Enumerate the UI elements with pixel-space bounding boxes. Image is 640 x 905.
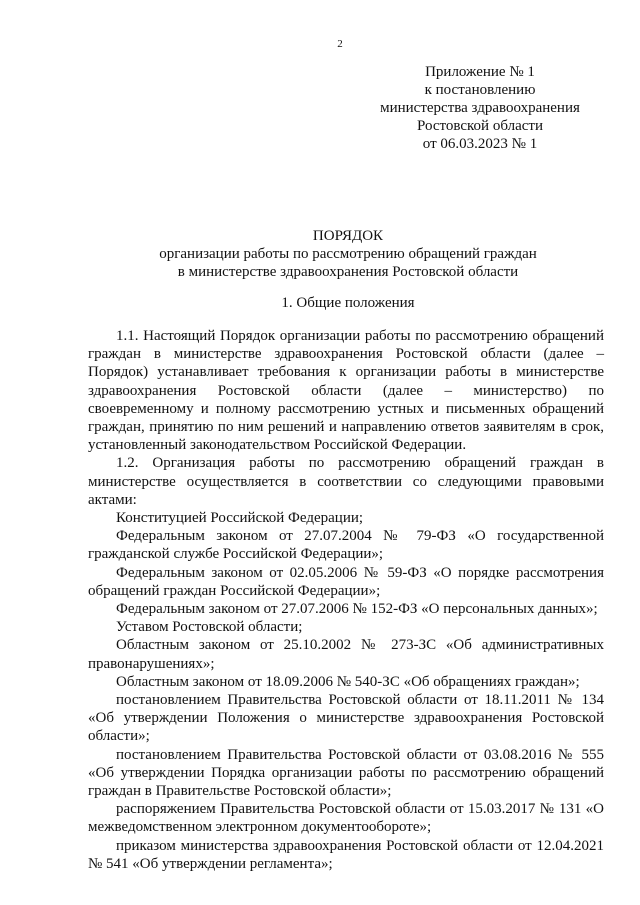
annex-line: к постановлению — [424, 82, 536, 98]
page-number: 2 — [337, 38, 343, 50]
annex-line: Ростовской области — [417, 118, 543, 134]
title-subtitle: в министерстве здравоохранения Ростовской области — [177, 264, 519, 280]
annex-block — [360, 63, 600, 153]
paragraph: Федеральным законом от 02.05.2006 № 59-ФЗ «О порядке рассмотрения обращений граждан Российской Федерации»; — [88, 564, 604, 599]
paragraph: Конституцией Российской Федерации; — [116, 510, 364, 527]
document-title — [88, 227, 608, 281]
paragraph: Федеральным законом от 27.07.2004 № 79-ФЗ «О государственной гражданской службе Российской Федерации»; — [88, 528, 604, 563]
section-heading: 1. Общие положения — [281, 295, 415, 311]
paragraph: Областным законом от 25.10.2002 № 273-ЗС «Об административных правонарушениях»; — [88, 637, 604, 672]
paragraph: постановлением Правительства Ростовской области от 18.11.2011 № 134 «Об утверждении Положения о министерстве здравоохранения Ростовской области»; — [88, 692, 604, 745]
paragraph: распоряжением Правительства Ростовской области от 15.03.2017 № 131 «О межведомственном электронном документообороте»; — [88, 801, 604, 836]
paragraph: Федеральным законом от 27.07.2006 № 152-ФЗ «О персональных данных»; — [116, 601, 598, 618]
paragraph: Областным законом от 18.09.2006 № 540-ЗС «Об обращениях граждан»; — [116, 673, 580, 690]
annex-line: министерства здравоохранения — [380, 100, 580, 116]
paragraph: 1.1. Настоящий Порядок организации работы по рассмотрению обращений граждан в министерстве здравоохранения Ростовской области (далее – Порядок) устанавливает требования к организации работы в министерстве здравоохранения Ростовской области (далее – министерство) по своевременному и полному рассмотрению устных и письменных обращений граждан, принятию по ним решений и направлению ответов заявителям в срок, установленный законодательством Российской Федерации. — [88, 328, 604, 454]
title-subtitle: организации работы по рассмотрению обращений граждан — [159, 246, 537, 262]
paragraph: 1.2. Организация работы по рассмотрению обращений граждан в министерстве осуществляется в соответствии со следующими правовыми актами: — [88, 455, 604, 508]
annex-line: от 06.03.2023 № 1 — [422, 136, 538, 152]
paragraph: приказом министерства здравоохранения Ростовской области от 12.04.2021 № 541 «Об утверждении регламента»; — [88, 837, 604, 872]
paragraph: Уставом Ростовской области; — [116, 619, 303, 636]
annex-line: Приложение № 1 — [425, 64, 535, 80]
title-main: ПОРЯДОК — [312, 228, 384, 244]
body-text — [88, 327, 604, 873]
paragraph: постановлением Правительства Ростовской области от 03.08.2016 № 555 «Об утверждении Порядка организации работы по рассмотрению обращений граждан в Правительстве Ростовской области»; — [88, 746, 604, 800]
